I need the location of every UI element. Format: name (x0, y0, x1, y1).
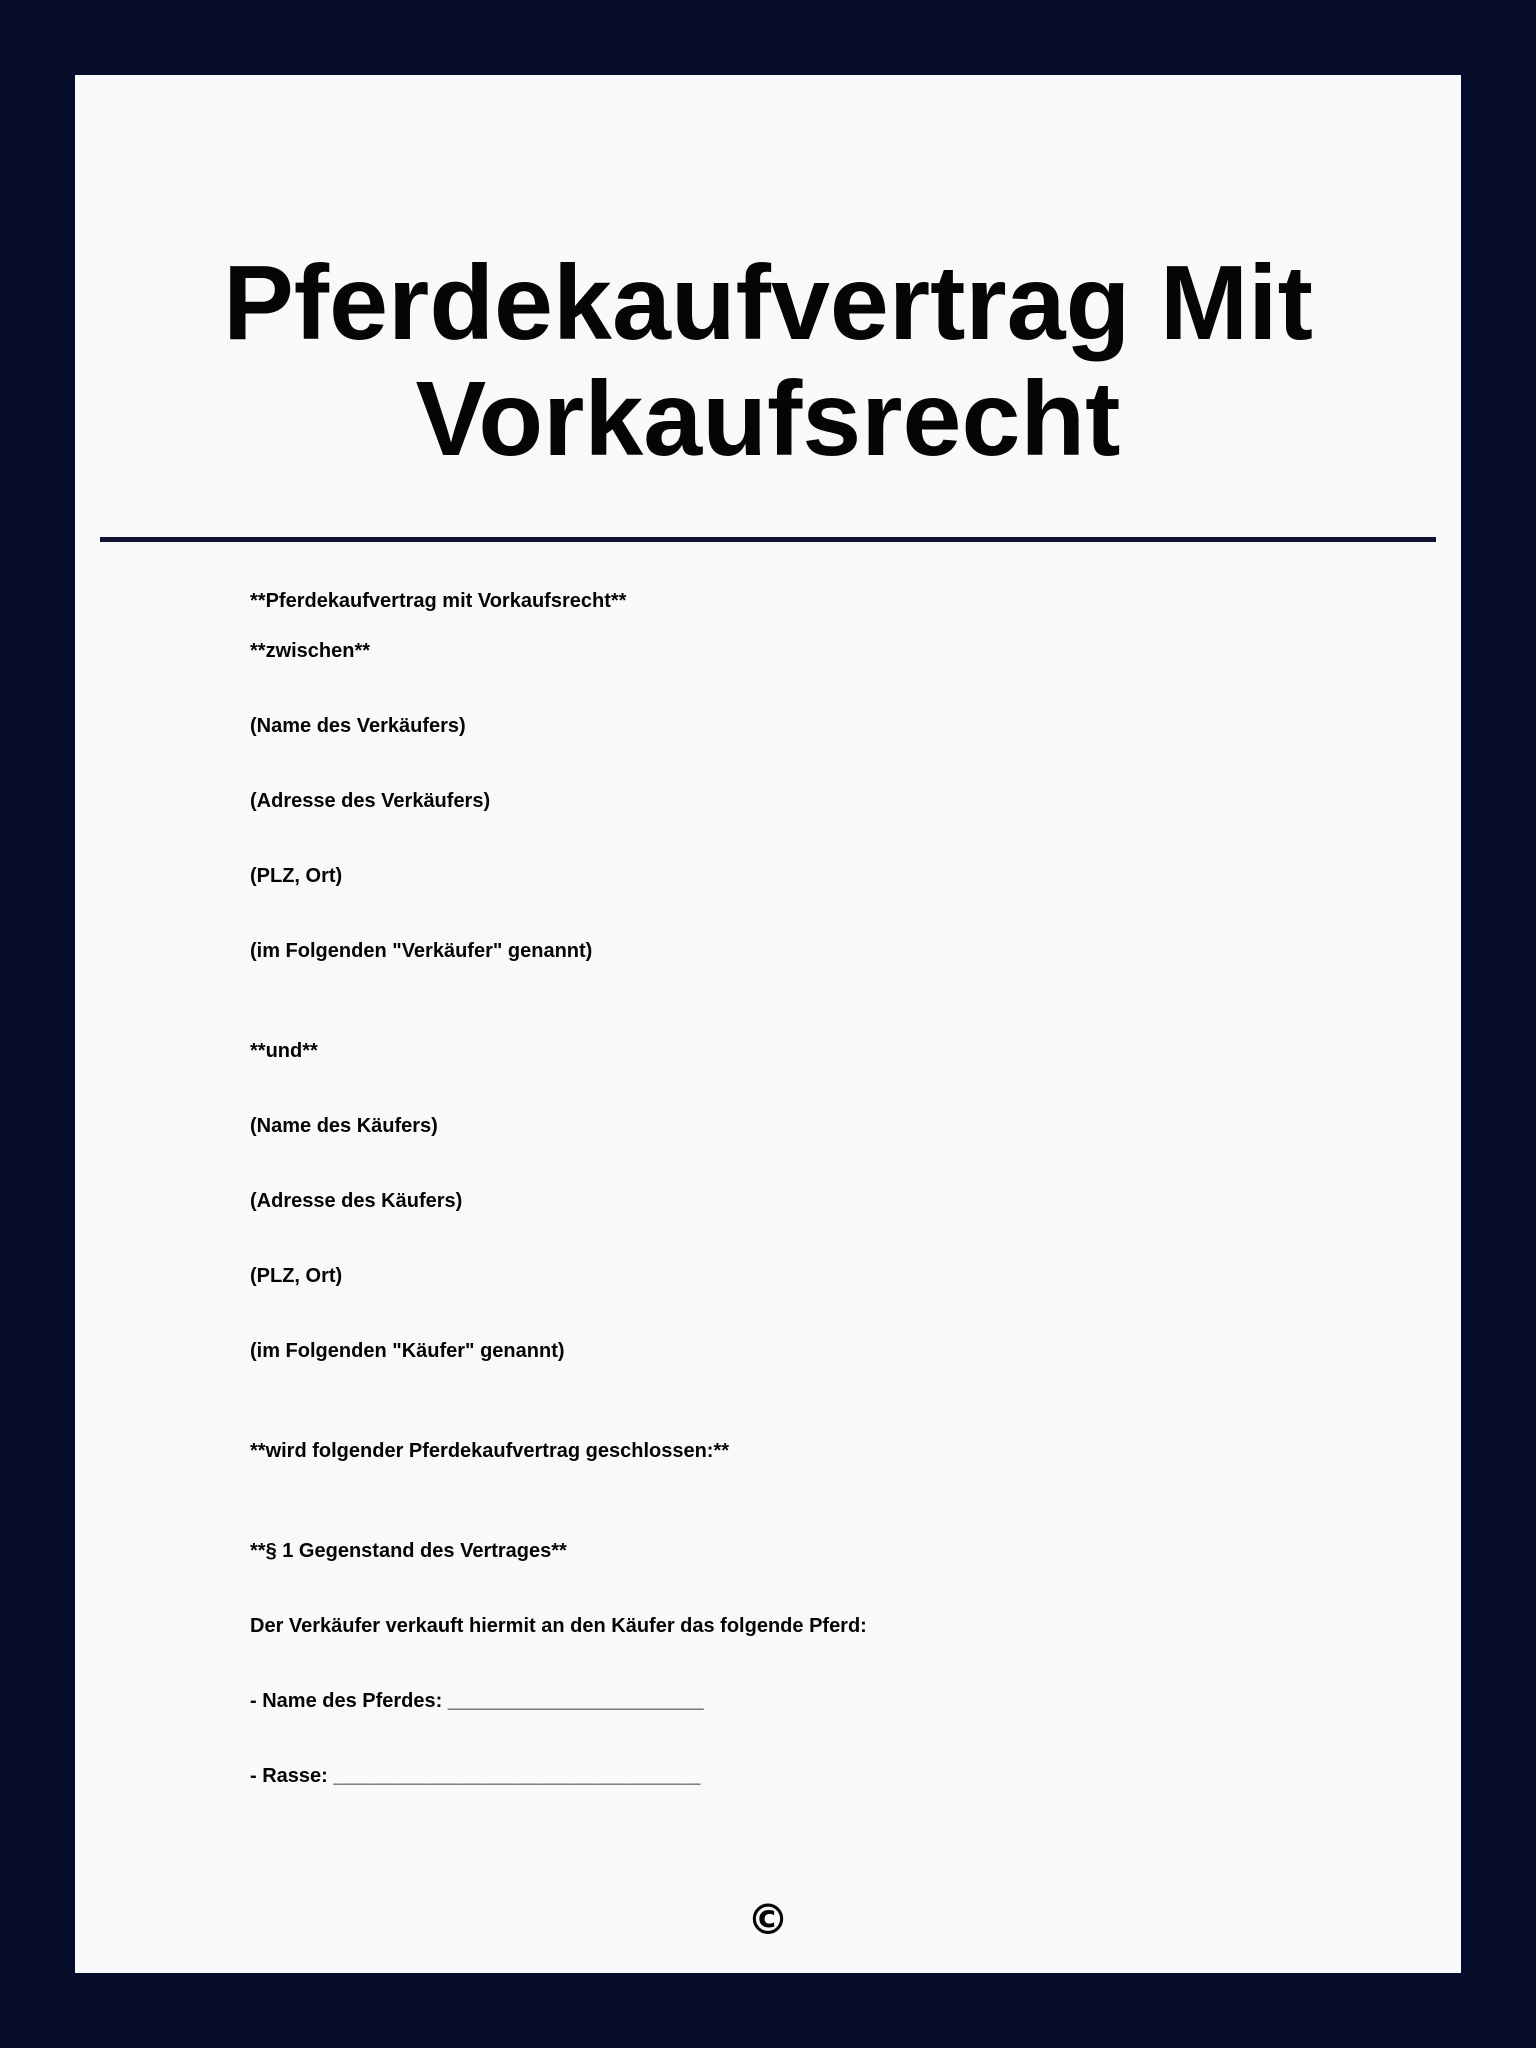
seller-address-placeholder: (Adresse des Verkäufers) (250, 790, 491, 812)
buyer-postcode-placeholder: (PLZ, Ort) (250, 1265, 343, 1287)
between-label: **zwischen** (250, 640, 371, 662)
seller-designation: (im Folgenden "Verkäufer" genannt) (250, 940, 593, 962)
title-divider (100, 537, 1436, 542)
contract-concluded-line: **wird folgender Pferdekaufvertrag geschlossen:** (250, 1440, 730, 1462)
document-page (75, 75, 1461, 1973)
buyer-address-placeholder: (Adresse des Käufers) (250, 1190, 463, 1212)
title-line-2: Vorkaufsrecht (415, 360, 1121, 478)
seller-postcode-placeholder: (PLZ, Ort) (250, 865, 343, 887)
seller-name-placeholder: (Name des Verkäufers) (250, 715, 466, 737)
and-label: **und** (250, 1040, 318, 1062)
copyright-icon: © (747, 1895, 789, 1944)
buyer-designation: (im Folgenden "Käufer" genannt) (250, 1340, 565, 1362)
contract-heading: **Pferdekaufvertrag mit Vorkaufsrecht** (250, 590, 627, 612)
sale-statement: Der Verkäufer verkauft hiermit an den Käufer das folgende Pferd: (250, 1615, 867, 1637)
buyer-name-placeholder: (Name des Käufers) (250, 1115, 438, 1137)
horse-breed-field: - Rasse: _________________________________ (250, 1765, 701, 1787)
document-title (75, 245, 1461, 477)
section-1-heading: **§ 1 Gegenstand des Vertrages** (250, 1540, 567, 1562)
horse-name-field: - Name des Pferdes: _______________________ (250, 1690, 704, 1712)
title-line-1: Pferdekaufvertrag Mit (223, 244, 1313, 362)
